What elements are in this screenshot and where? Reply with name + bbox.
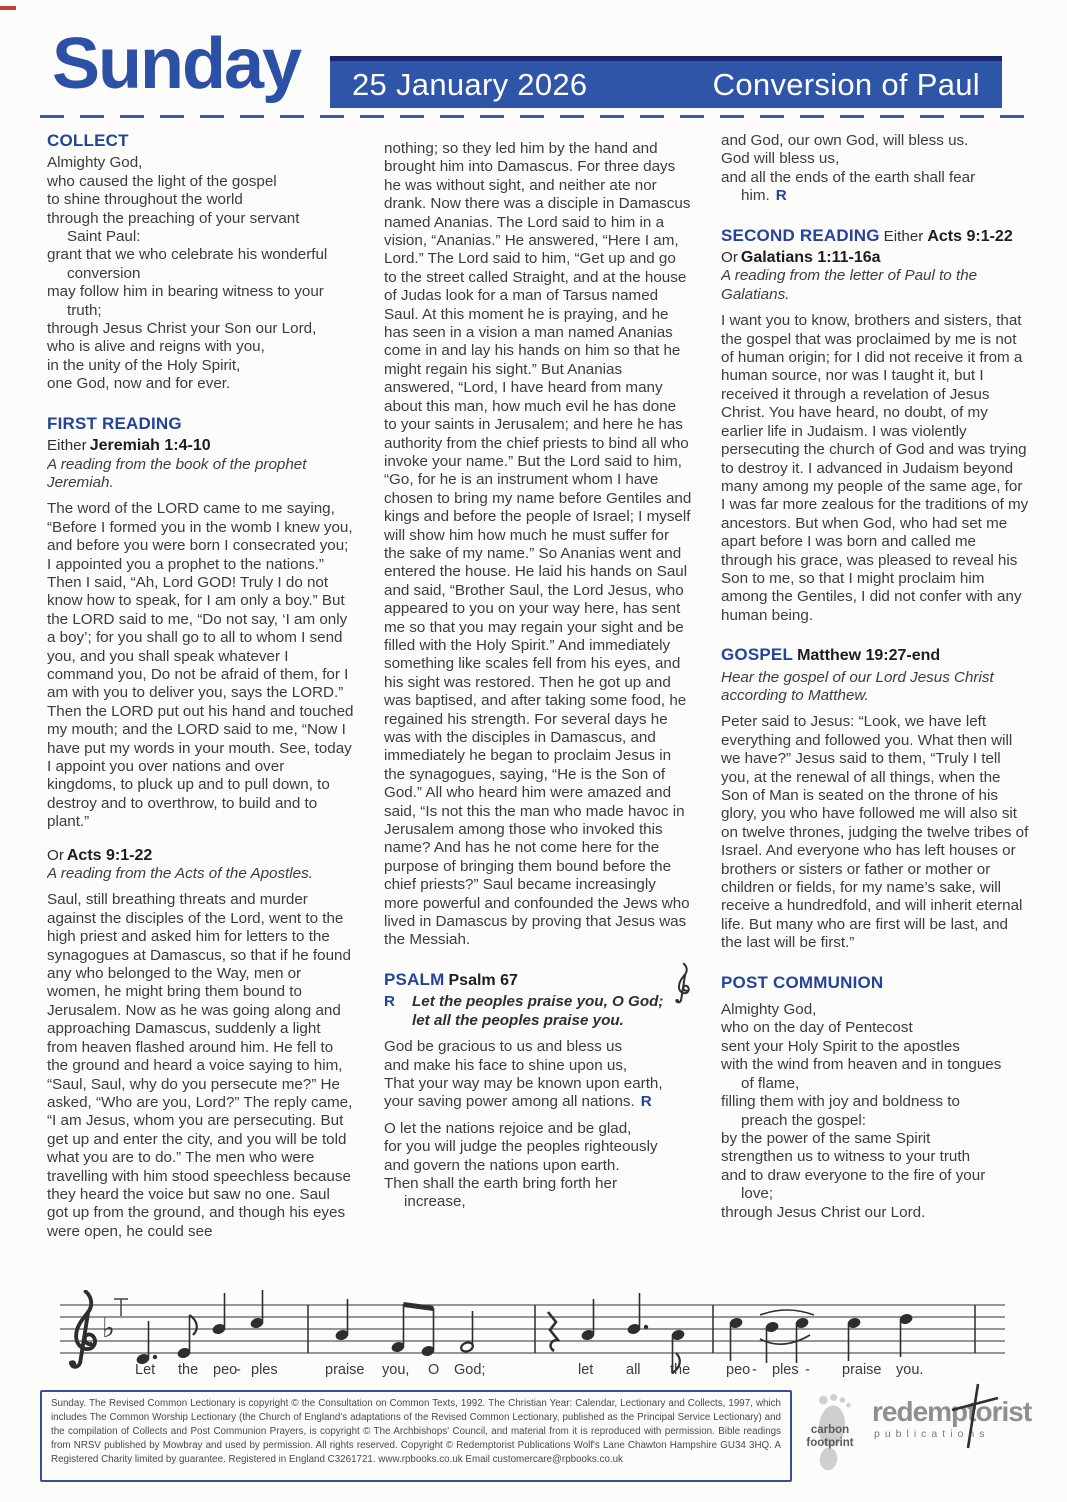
- section-heading-label: COLLECT: [47, 132, 129, 150]
- line-text: and govern the nations upon earth.: [384, 1156, 620, 1174]
- section-heading: [47, 415, 355, 434]
- lyric-syllable: God;: [454, 1362, 486, 1378]
- line-text: for you will judge the peoples righteously: [384, 1138, 658, 1156]
- line-text: Almighty God,: [721, 1001, 817, 1019]
- carbon-label-line1: carbon: [810, 1424, 850, 1436]
- content-columns: [47, 132, 1029, 1241]
- reading-reference: [721, 249, 1029, 267]
- section-heading: [721, 974, 1029, 993]
- reading-source: A reading from the Acts of the Apostles.: [47, 865, 313, 883]
- text-line: [47, 173, 355, 191]
- line-group: [47, 154, 355, 393]
- section-heading: [384, 971, 692, 990]
- lyric-syllable: Let: [135, 1362, 156, 1378]
- line-text: increase,: [404, 1193, 466, 1211]
- text-line: [384, 1057, 692, 1075]
- lyric-syllable: O: [428, 1362, 440, 1378]
- response-marker: R: [775, 187, 787, 205]
- text-line: [384, 1157, 692, 1175]
- section-heading-label: POST COMMUNION: [721, 972, 884, 992]
- line-text: God will bless us,: [721, 150, 840, 168]
- line-text: of flame,: [741, 1074, 800, 1092]
- time-signature-mark: [114, 1299, 128, 1316]
- text-line: [47, 302, 355, 320]
- staff-lines: [60, 1305, 1005, 1353]
- text-line: [721, 132, 1029, 150]
- text-line: [384, 1093, 692, 1111]
- redemptorist-logo: [872, 1398, 1052, 1440]
- text-line: [47, 228, 355, 246]
- text-line: [721, 1001, 1029, 1019]
- line-text: O let the nations rejoice and be glad,: [384, 1119, 632, 1137]
- text-line: [721, 1019, 1029, 1037]
- heading-reference: Matthew 19:27-end: [797, 647, 941, 665]
- column-right: [721, 132, 1029, 1241]
- line-text: conversion: [67, 264, 141, 282]
- response-line: Let the peoples praise you, O God;: [412, 993, 664, 1011]
- text-line: [721, 1167, 1029, 1185]
- text-line: [384, 1138, 692, 1156]
- column-middle: [384, 132, 692, 1241]
- header-banner: [330, 56, 1002, 108]
- line-text: him.: [741, 187, 770, 205]
- line-group: [721, 1001, 1029, 1222]
- line-text: and to draw everyone to the fire of your: [721, 1166, 986, 1184]
- reference-option-word: Either: [47, 437, 87, 455]
- line-text: through the preaching of your servant: [47, 209, 300, 227]
- body-paragraph: Peter said to Jesus: “Look, we have left everything and followed you. What then will we have?” Jesus said to them, “Truly I tell you, at the renewal of all things, when the Son of Man is seated on the throne of his glory, you who have followed me will also sit on twelve thrones, judging the twelve tribes of Israel. And everyone who has left houses or brothers or sisters or father or mother or children or fields, for my name’s sake, will receive a hundredfold, and will inherit eternal life. But many who are first will be last, and the last will be first.”: [721, 713, 1029, 952]
- line-group: [384, 1038, 692, 1112]
- carbon-footprint-logo: [794, 1388, 866, 1478]
- line-text: to shine throughout the world: [47, 191, 243, 209]
- text-line: [47, 191, 355, 209]
- text-line: [47, 320, 355, 338]
- body-paragraph: The word of the LORD came to me saying, “Before I formed you in the womb I knew you, and before you were born I consecrated you; I appointed you a prophet to the nations.” Then I said, “Ah, Lord GOD! Truly I do not know how to speak, for I am only a boy.” But the LORD said to me, “Do not say, ‘I am only a boy’; for you shall go to all to whom I send you, and you shall speak whatever I command you, Do not be afraid of them, for I am with you to deliver you, says the LORD.” Then the LORD put out his hand and touched my mouth; and the LORD said to me, “Now I have put my words in your mouth. See, today I appoint you over nations and over kingdoms, to pluck up and to pull down, to destroy and to overthrow, to build and to plant.”: [47, 500, 354, 831]
- text-line: [721, 1204, 1029, 1222]
- body-paragraph: nothing; so they led him by the hand and brought him into Damascus. For three days he was without sight, and neither ate nor drank. Now there was a disciple in Damascus named Ananias. The Lord said to him in a vision, “Ananias.” He answered, “Here I am, Lord.” The Lord said to him, “Get up and go to the street called Straight, and at the house of Judas look for a man of Tarsus named Saul. At this moment he is praying, and he has seen in a vision a man named Ananias come in and lay his hands on him so that he might regain his sight.” But Ananias answered, “Lord, I have heard from many about this man, how much evil he has done to your saints in Jerusalem; and here he has authority from the chief priests to bind all who invoke your name.” But the Lord said to him, “Go, for he is an instrument whom I have chosen to bring my name before Gentiles and kings and before the people of Israel; I myself will show him how much he must suffer for the sake of my name.” So Ananias went and entered the house. He laid his hands on Saul and said, “Brother Saul, the Lord Jesus, who appeared to you on your way here, has sent me so that you may regain your sight and be filled with the Holy Spirit.” And immediately something like scales fell from his eyes, and his sight was restored. Then he got up and was baptised, and after taking some food, he regained his strength. For several days he was with the disciples in Damascus, and immediately he began to proclaim Jesus in the synagogues, saying, “He is the Son of God.” All who heard him were amazed and said, “Is not this the man who made havoc in Jerusalem among those who invoked this name? And has he not come here for the purpose of bringing them bound before the chief priests?” Saul became increasingly more powerful and confounded the Jews who lived in Damascus by proving that Jesus was the Messiah.: [384, 140, 692, 949]
- body-paragraph: I want you to know, brothers and sisters, that the gospel that was proclaimed by me is not of human origin; for I did not receive it from a human source, nor was I taught it, but I received it through a revelation of Jesus Christ. You have heard, no doubt, of my earlier life in Judaism. I was violently persecuting the church of God and was trying to destroy it. I advanced in Judaism beyond many among my people of the same age, for I was far more zealous for the traditions of my ancestors. But when God, who had set me apart before I was born and called me through his grace, was pleased to reveal his Son to me, so that I might proclaim him among the Gentiles, I did not confer with any human being.: [721, 312, 1029, 624]
- line-text: and God, our own God, will bless us.: [721, 132, 969, 149]
- text-line: [47, 154, 355, 172]
- heading-reference: Acts 9:1-22: [927, 227, 1013, 245]
- text-line: [721, 1075, 1029, 1093]
- flat-sign: ♭: [102, 1313, 115, 1343]
- response-marker: R: [640, 1093, 652, 1111]
- section-heading-label: FIRST READING: [47, 413, 182, 433]
- header-dashed-rule: [40, 115, 1032, 118]
- text-line: [721, 169, 1029, 187]
- text-line: [384, 1193, 692, 1211]
- text-line: [721, 1130, 1029, 1148]
- section-heading: [47, 132, 355, 151]
- line-text: may follow him in bearing witness to your: [47, 283, 324, 301]
- reading-source: A reading from the letter of Paul to the Galatians.: [721, 267, 978, 303]
- psalm-response-music: [30, 1290, 1040, 1388]
- reference-option-word: Or: [47, 846, 64, 864]
- notes: [136, 1290, 913, 1373]
- reading-source: A reading from the book of the prophet Jeremiah.: [47, 455, 307, 491]
- text-line: [384, 1175, 692, 1193]
- line-text: Saint Paul:: [67, 228, 141, 246]
- line-text: through Jesus Christ our Lord.: [721, 1203, 926, 1221]
- line-text: filling them with joy and boldness to: [721, 1093, 960, 1111]
- section-heading: [721, 227, 1029, 246]
- lyric-syllable: the: [178, 1362, 199, 1378]
- heading-reference: Psalm 67: [448, 971, 518, 989]
- reference-citation: Galatians 1:11-16a: [740, 249, 881, 267]
- print-registration-mark: [0, 6, 16, 10]
- text-line: [721, 187, 1029, 205]
- text-line: [47, 283, 355, 301]
- lyric-syllable: peo: [213, 1362, 238, 1378]
- line-text: one God, now and for ever.: [47, 375, 231, 393]
- line-text: That your way may be known upon earth,: [384, 1074, 663, 1092]
- reference-citation: Jeremiah 1:4-10: [89, 437, 211, 455]
- body-paragraph: Saul, still breathing threats and murder against the disciples of the Lord, went to the high priest and asked him for letters to the synagogues at Damascus, so that if he found any who belonged to the Way, men or women, he might bring them bound to Jerusalem. Now as he was going along and approaching Damascus, suddenly a light from heaven flashed around him. He fell to the ground and heard a voice saying to him, “Saul, Saul, why do you persecute me?” He asked, “Who are you, Lord?” The reply came, “I am Jesus, whom you are persecuting. But get up and enter the city, and you will be told what you are to do.” The men who were travelling with him stood speechless because they heard the voice but saw no one. Saul got up from the ground, and though his eyes were open, he could see: [47, 891, 353, 1240]
- line-text: truth;: [67, 301, 102, 319]
- line-group: [384, 1120, 692, 1212]
- lyric-syllable: all: [626, 1362, 641, 1378]
- line-text: by the power of the same Spirit: [721, 1129, 931, 1147]
- lyric-syllable: -: [752, 1362, 757, 1378]
- line-text: preach the gospel:: [741, 1111, 866, 1129]
- redemptorist-wordmark: redemptorist: [872, 1396, 1032, 1427]
- reading-source: Hear the gospel of our Lord Jesus Christ according to Matthew.: [721, 668, 994, 704]
- line-text: and all the ends of the earth shall fear: [721, 168, 976, 186]
- text-line: [47, 246, 355, 264]
- lyric-syllable: praise: [842, 1362, 882, 1378]
- section-heading-label: GOSPEL: [721, 645, 794, 665]
- text-line: [384, 1038, 692, 1056]
- lyric-syllable: praise: [325, 1362, 365, 1378]
- line-text: who caused the light of the gospel: [47, 172, 277, 190]
- heading-option-word: Either: [883, 227, 924, 245]
- text-line: [721, 1056, 1029, 1074]
- line-text: sent your Holy Spirit to the apostles: [721, 1037, 960, 1055]
- line-text: God be gracious to us and bless us: [384, 1038, 623, 1056]
- section-heading-label: SECOND READING: [721, 225, 880, 245]
- reference-option-word: Or: [721, 249, 738, 267]
- line-text: with the wind from heaven and in tongues: [721, 1056, 1002, 1074]
- lyric-syllable: you,: [382, 1362, 410, 1378]
- line-text: who is alive and reigns with you,: [47, 338, 265, 356]
- reading-reference: [47, 847, 355, 865]
- text-line: [47, 375, 355, 393]
- lyric-syllable: ples: [251, 1362, 278, 1378]
- line-group: [721, 132, 1029, 206]
- lyric-syllable: -: [805, 1362, 810, 1378]
- response-line: let all the peoples praise you.: [412, 1011, 624, 1029]
- reference-citation: Acts 9:1-22: [66, 846, 153, 864]
- carbon-label-line2: footprint: [806, 1436, 854, 1449]
- line-text: through Jesus Christ your Son our Lord,: [47, 320, 317, 338]
- page-title: Sunday: [52, 24, 301, 104]
- lyric-syllable: the: [670, 1362, 691, 1378]
- column-left: [47, 132, 355, 1241]
- line-text: who on the day of Pentecost: [721, 1019, 913, 1037]
- line-text: your saving power among all nations.: [384, 1093, 635, 1111]
- section-heading: [721, 646, 1029, 665]
- line-text: in the unity of the Holy Spirit,: [47, 356, 241, 374]
- section-heading-label: PSALM: [384, 969, 445, 989]
- text-line: [384, 1120, 692, 1138]
- lyric-syllable: -: [236, 1362, 241, 1378]
- carbon-footprint-label: [794, 1424, 866, 1449]
- line-text: Almighty God,: [47, 154, 143, 172]
- text-line: [47, 338, 355, 356]
- banner-date: 25 January 2026: [352, 66, 588, 102]
- response-marker: R: [384, 993, 395, 1011]
- lyric-syllable: peo: [726, 1362, 751, 1378]
- reading-reference: [47, 437, 355, 455]
- line-text: strengthen us to witness to your truth: [721, 1148, 971, 1166]
- text-line: [384, 1075, 692, 1093]
- line-text: and make his face to shine upon us,: [384, 1056, 628, 1074]
- text-line: [721, 1038, 1029, 1056]
- lyric-syllable: you.: [896, 1362, 924, 1378]
- line-text: grant that we who celebrate his wonderful: [47, 246, 328, 264]
- text-line: [47, 357, 355, 375]
- text-line: [721, 1093, 1029, 1111]
- copyright-box: [40, 1390, 792, 1482]
- lyric-syllable: let: [578, 1362, 594, 1378]
- copyright-text: Sunday. The Revised Common Lectionary is copyright © the Consultation on Common Texts, 1992. The Christian Year: Calendar, Lectionary and Collects, 1997, which includes The Common Worship Lectionary (the Church of England's adaptations of the Revised Common Lectionary, published as the Principal Service Lectionary) and the compilation of Collects and Post Communion Prayers, is copyright © The Archbishops' Council, and material from it is reproduced with permission. Bible readings from NRSV published by Mowbray and used by permission. All rights reserved. Copyright © Redemptorist Publications Wolf's Lane Chawton Hampshire GU34 3HQ. A Registered Charity limited by guarantee. Registered in England C3261721. www.rpbooks.co.uk Email customercare@rpbooks.co.uk: [51, 1398, 781, 1465]
- psalm-response: [384, 993, 692, 1030]
- line-text: love;: [741, 1185, 774, 1203]
- text-line: [721, 1148, 1029, 1166]
- lyric-syllable: ples: [772, 1362, 799, 1378]
- text-line: [721, 1112, 1029, 1130]
- line-text: Then shall the earth bring forth her: [384, 1174, 618, 1192]
- publications-wordmark: publications: [874, 1428, 990, 1440]
- banner-occasion: Conversion of Paul: [712, 66, 980, 102]
- text-line: [721, 1185, 1029, 1203]
- text-line: [47, 210, 355, 228]
- text-line: [47, 265, 355, 283]
- text-line: [721, 150, 1029, 168]
